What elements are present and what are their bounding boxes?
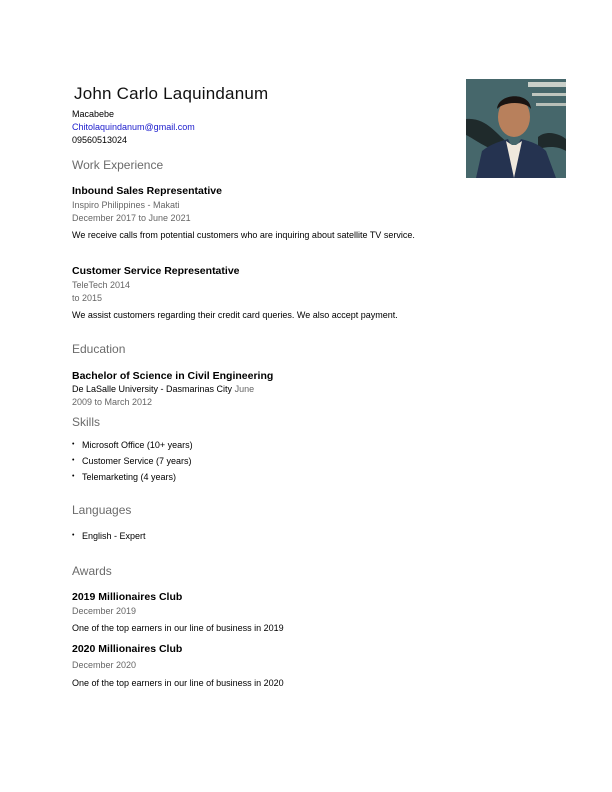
skill-item: • Customer Service (7 years) <box>82 456 192 466</box>
section-heading-awards: Awards <box>72 564 112 578</box>
section-heading-work-experience: Work Experience <box>72 158 164 172</box>
section-heading-skills: Skills <box>72 415 101 429</box>
job-dates: December 2017 to June 2021 <box>72 213 191 223</box>
job-description: We receive calls from potential customers who are inquiring about satellite TV service. <box>72 230 415 240</box>
profile-photo <box>466 79 566 178</box>
candidate-name: John Carlo Laquindanum <box>74 84 269 103</box>
job-dates: to 2015 <box>72 293 103 303</box>
award-date: December 2019 <box>72 606 137 616</box>
email-link[interactable]: Chitolaquindanum@gmail.com <box>72 122 195 132</box>
section-heading-languages: Languages <box>72 503 132 517</box>
job-title: Inbound Sales Representative <box>72 185 222 197</box>
education-dates: 2009 to March 2012 <box>72 397 153 407</box>
job-company: TeleTech 2014 <box>72 280 131 290</box>
award-description: One of the top earners in our line of business in 2020 <box>72 678 284 688</box>
section-heading-education: Education <box>72 342 126 356</box>
language-item: • English - Expert <box>82 531 146 541</box>
award-date: December 2020 <box>72 660 137 670</box>
skill-item: • Microsoft Office (10+ years) <box>82 440 193 450</box>
job-company: Inspiro Philippines - Makati <box>72 200 180 210</box>
award-title: 2020 Millionaires Club <box>72 643 183 655</box>
job-description: We assist customers regarding their credit card queries. We also accept payment. <box>72 310 398 320</box>
award-description: One of the top earners in our line of business in 2019 <box>72 623 284 633</box>
school-name: De LaSalle University - Dasmarinas City <box>72 384 233 394</box>
phone-number: 09560513024 <box>72 135 128 145</box>
degree-title: Bachelor of Science in Civil Engineering <box>72 370 274 382</box>
location: Macabebe <box>72 109 115 119</box>
education-school-line <box>72 384 254 394</box>
award-title: 2019 Millionaires Club <box>72 591 183 603</box>
job-title: Customer Service Representative <box>72 265 240 277</box>
person-photo-icon <box>466 79 566 178</box>
education-start: June <box>234 384 255 394</box>
skill-item: • Telemarketing (4 years) <box>82 472 176 482</box>
